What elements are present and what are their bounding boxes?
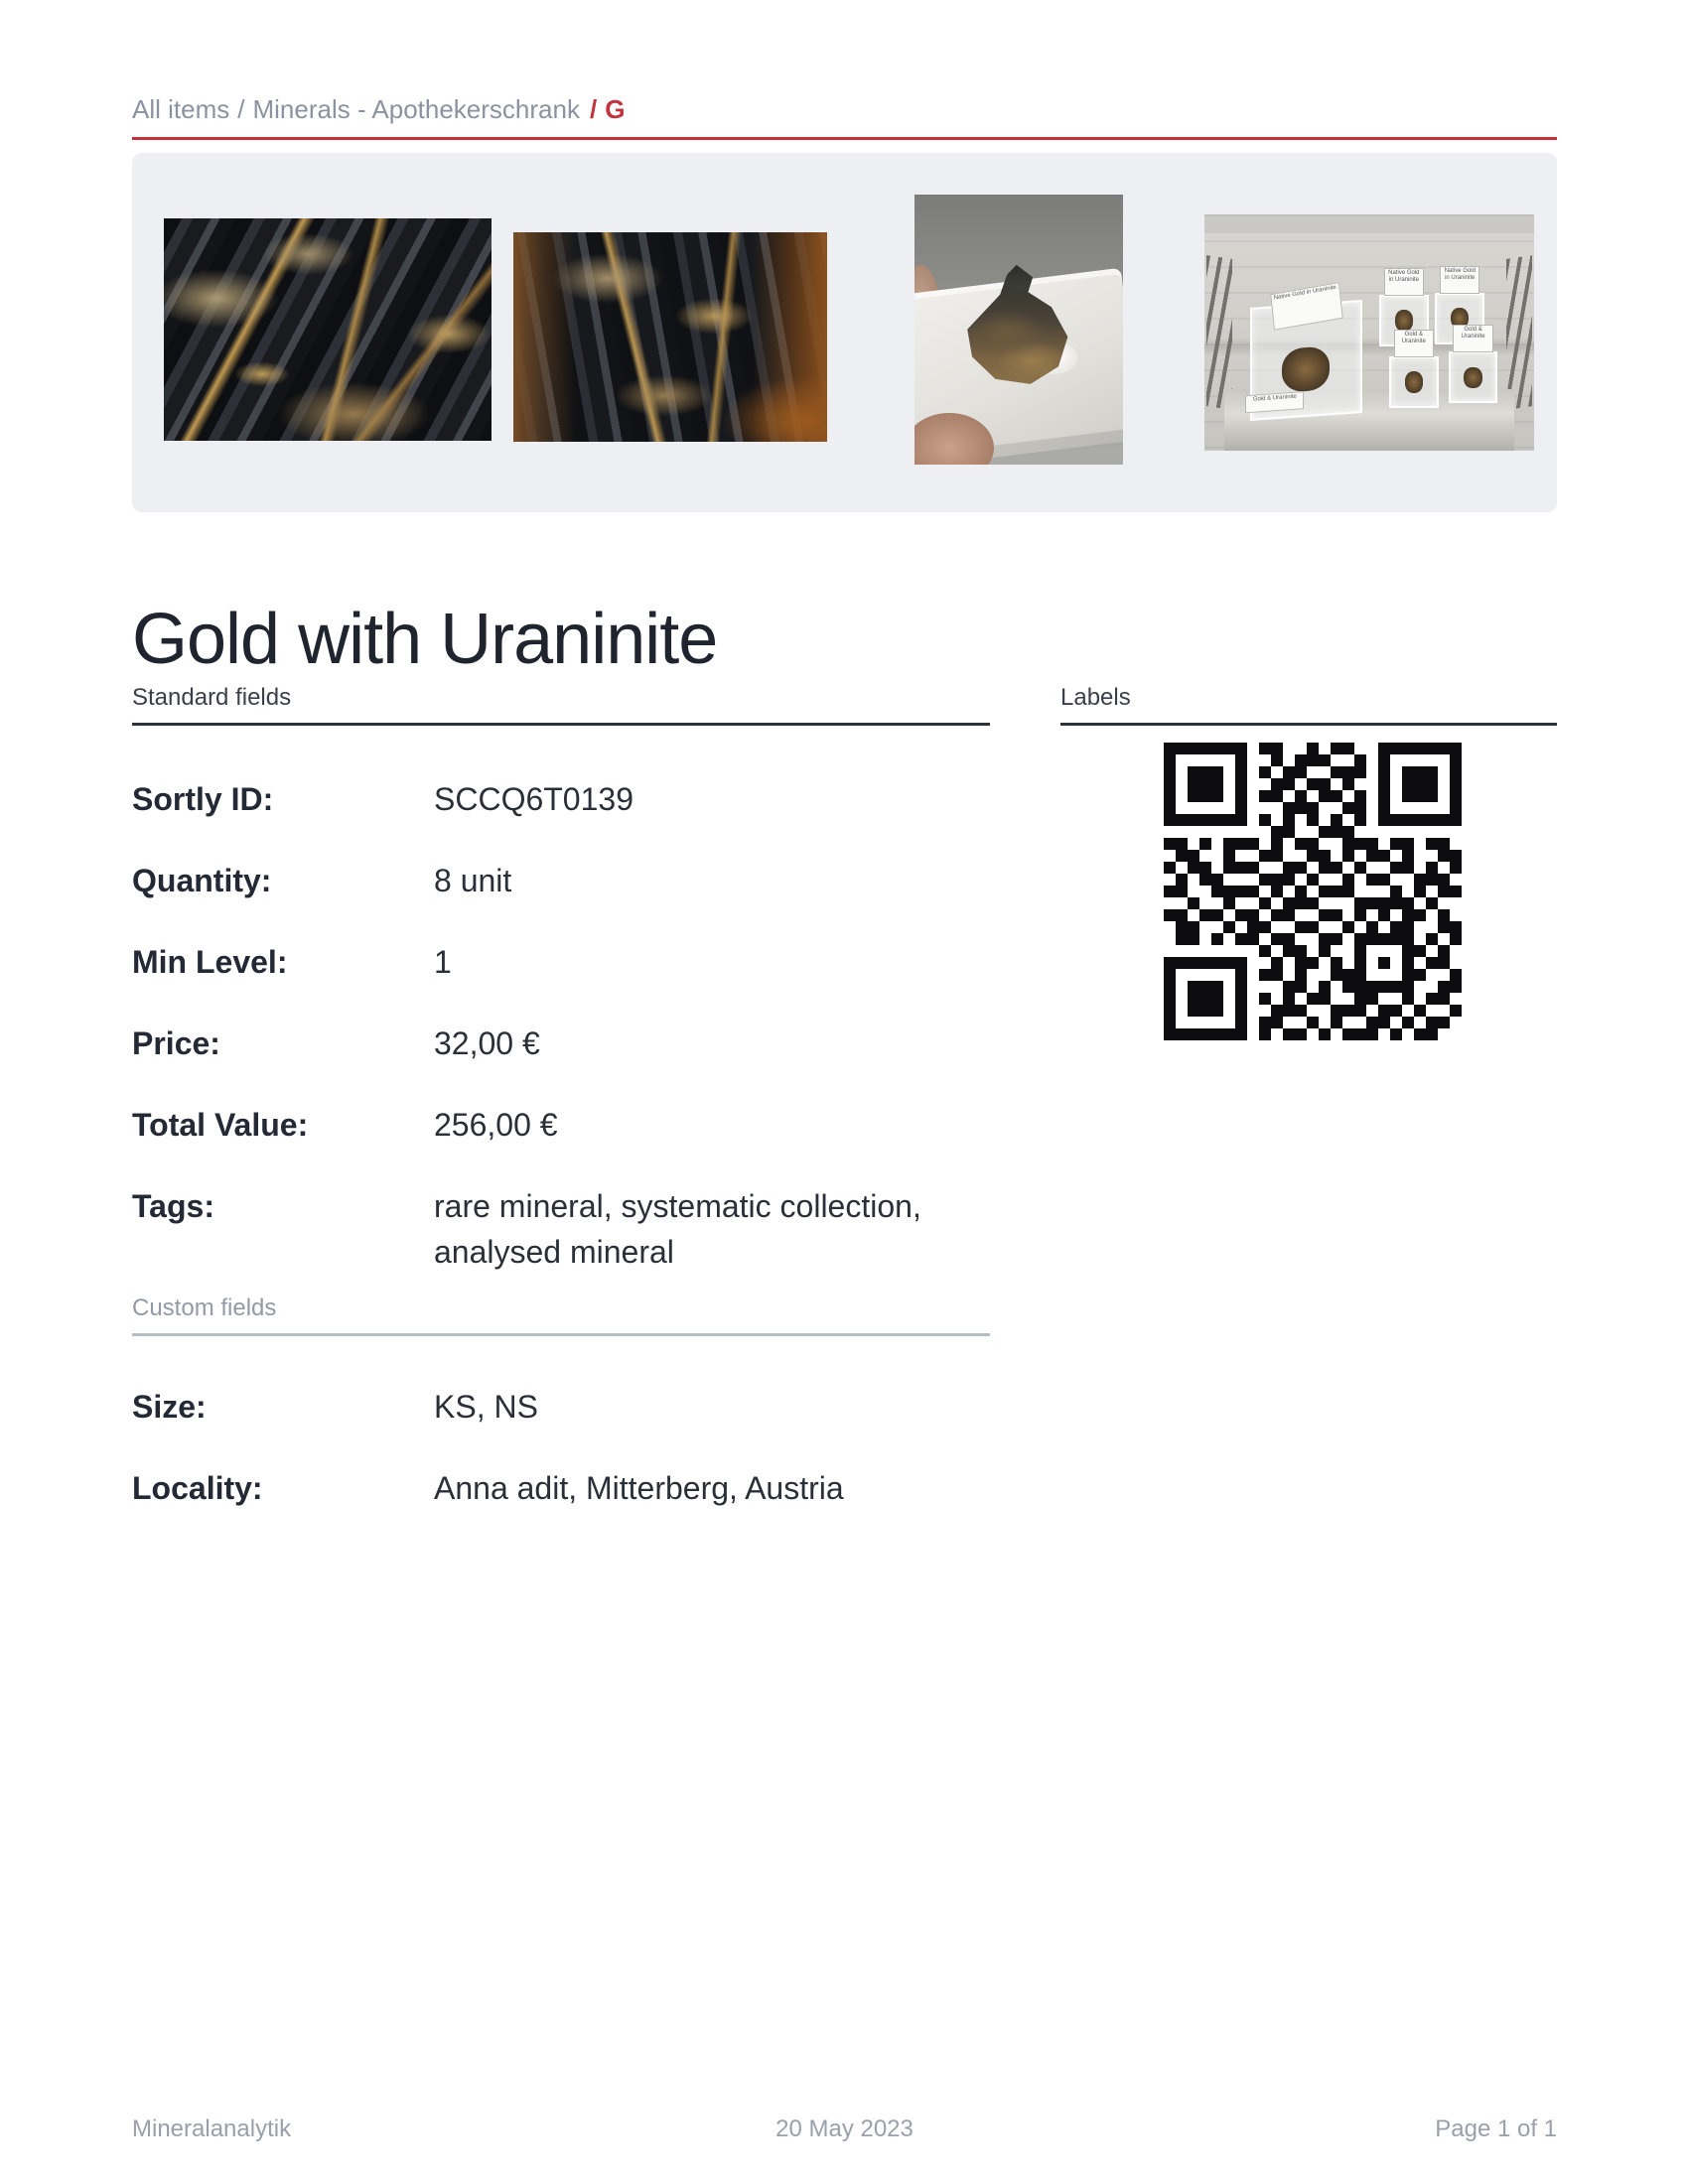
specimen-box-large	[1250, 285, 1362, 421]
labels-header: Labels	[1060, 683, 1557, 726]
field-label: Min Level:	[132, 944, 288, 980]
breadcrumb-separator-current: /	[589, 94, 598, 124]
field-label: Tags:	[132, 1188, 214, 1224]
standard-fields-header: Standard fields	[132, 683, 990, 726]
field-row-min-level	[132, 943, 990, 985]
breadcrumb-item-all-items: All items	[132, 94, 230, 124]
field-row-size	[132, 1388, 990, 1430]
photo-specimen-closeup-1	[164, 218, 492, 441]
specimen-nugget	[1464, 367, 1481, 388]
qr-code	[1164, 743, 1462, 1040]
field-value: 32,00 €	[434, 1025, 540, 1061]
specimen-nugget	[1395, 310, 1413, 331]
field-value: 256,00 €	[434, 1107, 558, 1143]
field-row-price	[132, 1024, 990, 1066]
field-value: KS, NS	[434, 1389, 538, 1425]
field-label: Quantity:	[132, 863, 272, 898]
field-value: SCCQ6T0139	[434, 781, 633, 817]
custom-fields-section	[132, 1388, 990, 1551]
field-value: 1	[434, 944, 452, 980]
field-value: Anna adit, Mitterberg, Austria	[434, 1470, 844, 1506]
field-row-locality	[132, 1469, 990, 1511]
specimen-nugget	[1283, 346, 1331, 393]
specimen-box-label: Native Gold in Uraninite	[1440, 266, 1479, 294]
breadcrumb-rule	[132, 137, 1557, 140]
specimen-box-label: Gold & Uraninite	[1394, 330, 1434, 357]
field-row-tags	[132, 1187, 990, 1275]
specimen-box-tag: Gold & Uraninite	[1246, 392, 1305, 414]
breadcrumb-current: G	[605, 94, 626, 124]
photo-specimen-on-tray	[914, 195, 1123, 465]
field-value: 8 unit	[434, 863, 512, 898]
specimen-box-small	[1449, 327, 1498, 403]
field-row-total-value	[132, 1106, 990, 1148]
standard-fields-section	[132, 780, 990, 1314]
field-label: Total Value:	[132, 1107, 309, 1143]
breadcrumb-separator: /	[237, 94, 245, 124]
specimen-box-label: Native Gold in Uraninite	[1384, 268, 1424, 296]
field-label: Price:	[132, 1025, 220, 1061]
specimen-box-label: Gold & Uraninite	[1453, 325, 1492, 352]
field-label: Sortly ID:	[132, 781, 274, 817]
page-title: Gold with Uraninite	[132, 600, 718, 680]
field-row-sortly-id	[132, 780, 990, 822]
photo-gallery	[132, 153, 1557, 512]
field-value: rare mineral, systematic collection, analysed mineral	[434, 1188, 921, 1270]
footer-page-number: Page 1 of 1	[1435, 2116, 1557, 2142]
cabinet-louver-right	[1506, 255, 1532, 410]
footer-date: 20 May 2023	[775, 2116, 914, 2142]
field-label: Size:	[132, 1389, 207, 1425]
footer-app-name: Mineralanalytik	[132, 2116, 292, 2142]
specimen-nugget	[1405, 371, 1423, 392]
breadcrumb	[132, 93, 625, 125]
custom-fields-header: Custom fields	[132, 1294, 990, 1336]
specimen-box-small	[1389, 331, 1439, 408]
photo-specimen-closeup-2	[513, 232, 827, 442]
field-label: Locality:	[132, 1470, 263, 1506]
photo-specimens-in-cabinet	[1204, 214, 1534, 451]
specimen-box-label: Native Gold in Uraninite	[1270, 283, 1342, 332]
field-row-quantity	[132, 862, 990, 903]
cabinet-louver-left	[1206, 255, 1232, 410]
breadcrumb-item-folder: Minerals - Apothekerschrank	[252, 94, 580, 124]
